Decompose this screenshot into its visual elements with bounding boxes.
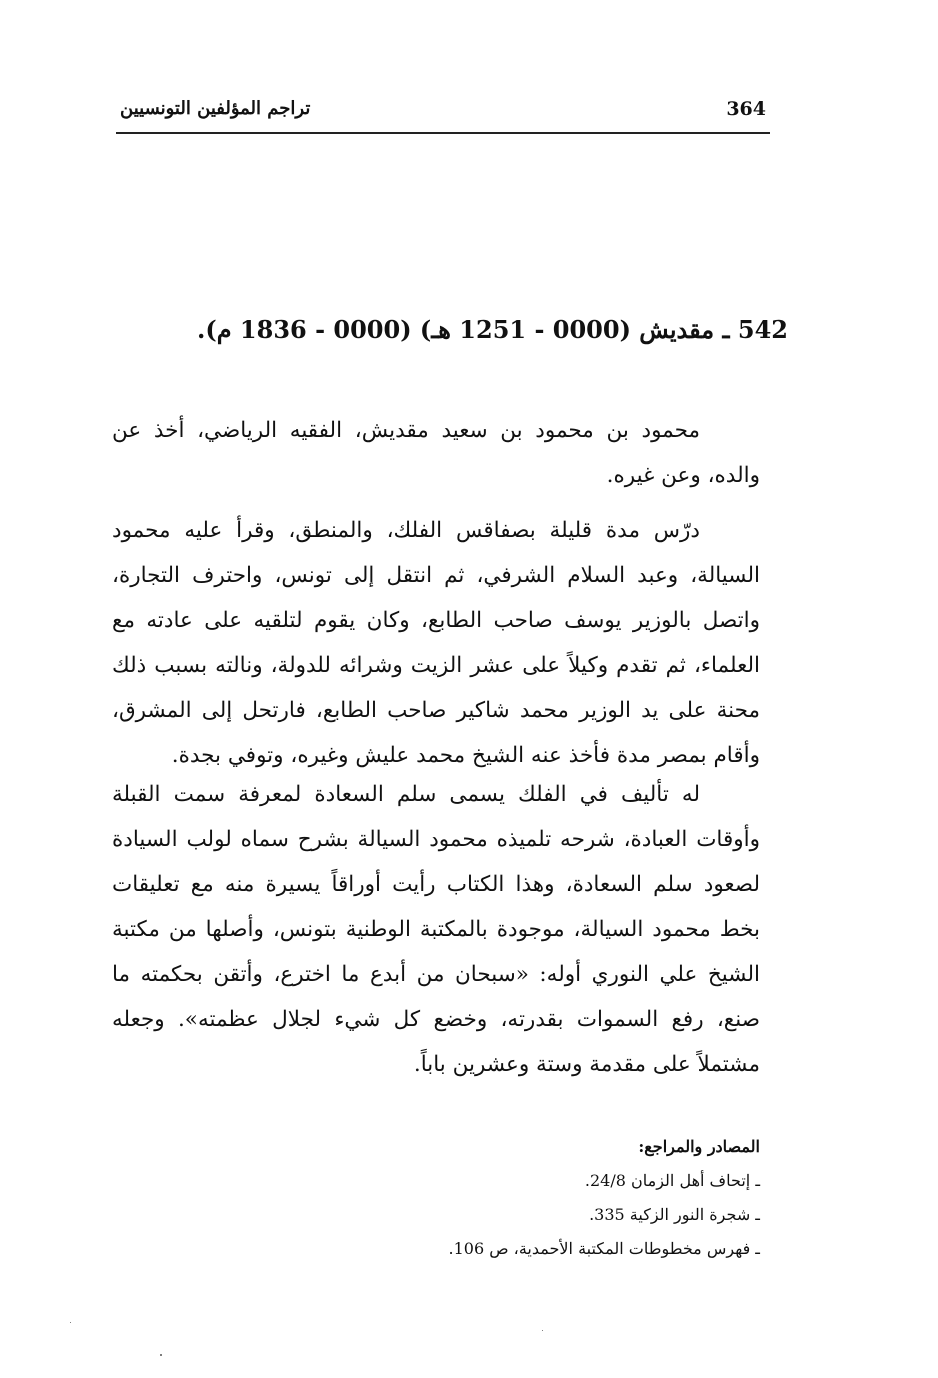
sources-section [380, 1130, 760, 1266]
paragraph-works: له تأليف في الفلك يسمى سلم السعادة لمعرفة سمت القبلة وأوقات العبادة، شرحه تلميذه محمود السيالة بشرح سماه لولب السيادة لصعود سلم السعادة، وهذا الكتاب رأيت أوراقاً يسيرة منه مع تعليقات بخط محمود السيالة، موجودة بالمكتبة الوطنية بتونس، وأصلها من مكتبة الشيخ علي النوري أوله: «سبحان من أبدع ما اخترع، وأتقن بحكمته ما صنع، رفع السموات بقدرته، وخضع كل شيء لجلال عظمته». وجعله مشتملاً على مقدمة وستة وعشرين باباً. [112, 782, 760, 1077]
source-item: ـ فهرس مخطوطات المكتبة الأحمدية، ص 106. [448, 1239, 760, 1258]
header-rule [116, 132, 770, 134]
paragraph-career: درّس مدة قليلة بصفاقس الفلك، والمنطق، وقرأ عليه محمود السيالة، وعبد السلام الشرفي، ثم انتقل إلى تونس، واحترف التجارة، واتصل بالوزير يوسف صاحب الطابع، وكان يقوم لتلقيه على عادته مع العلماء، ثم تقدم وكيلاً على عشر الزيت وشرائه للدولة، ونالته بسبب ذلك محنة على يد الوزير محمد شاكير صاحب الطابع، فارتحل إلى المشرق، وأقام بمصر مدة فأخذ عنه الشيخ محمد عليش وغيره، وتوفي بجدة. [112, 518, 760, 768]
page-number: 364 [726, 98, 766, 120]
scan-speck [542, 1330, 543, 1331]
source-item: ـ شجرة النور الزكية 335. [589, 1205, 760, 1224]
paragraph-biography: محمود بن محمود بن سعيد مقديش، الفقيه الرياضي، أخذ عن والده، وعن غيره. [112, 418, 760, 488]
running-head [118, 96, 768, 130]
scan-speck [160, 1354, 162, 1356]
sources-list [380, 1164, 760, 1266]
sources-title: المصادر والمراجع: [638, 1137, 760, 1156]
book-title: تراجم المؤلفين التونسيين [120, 98, 311, 119]
scan-speck [70, 1322, 71, 1323]
source-item: ـ إتحاف أهل الزمان 24/8. [584, 1171, 760, 1190]
entry-heading: 542 ـ مقديش (0000 - 1251 هـ) (0000 - 1836 م). [196, 315, 788, 344]
